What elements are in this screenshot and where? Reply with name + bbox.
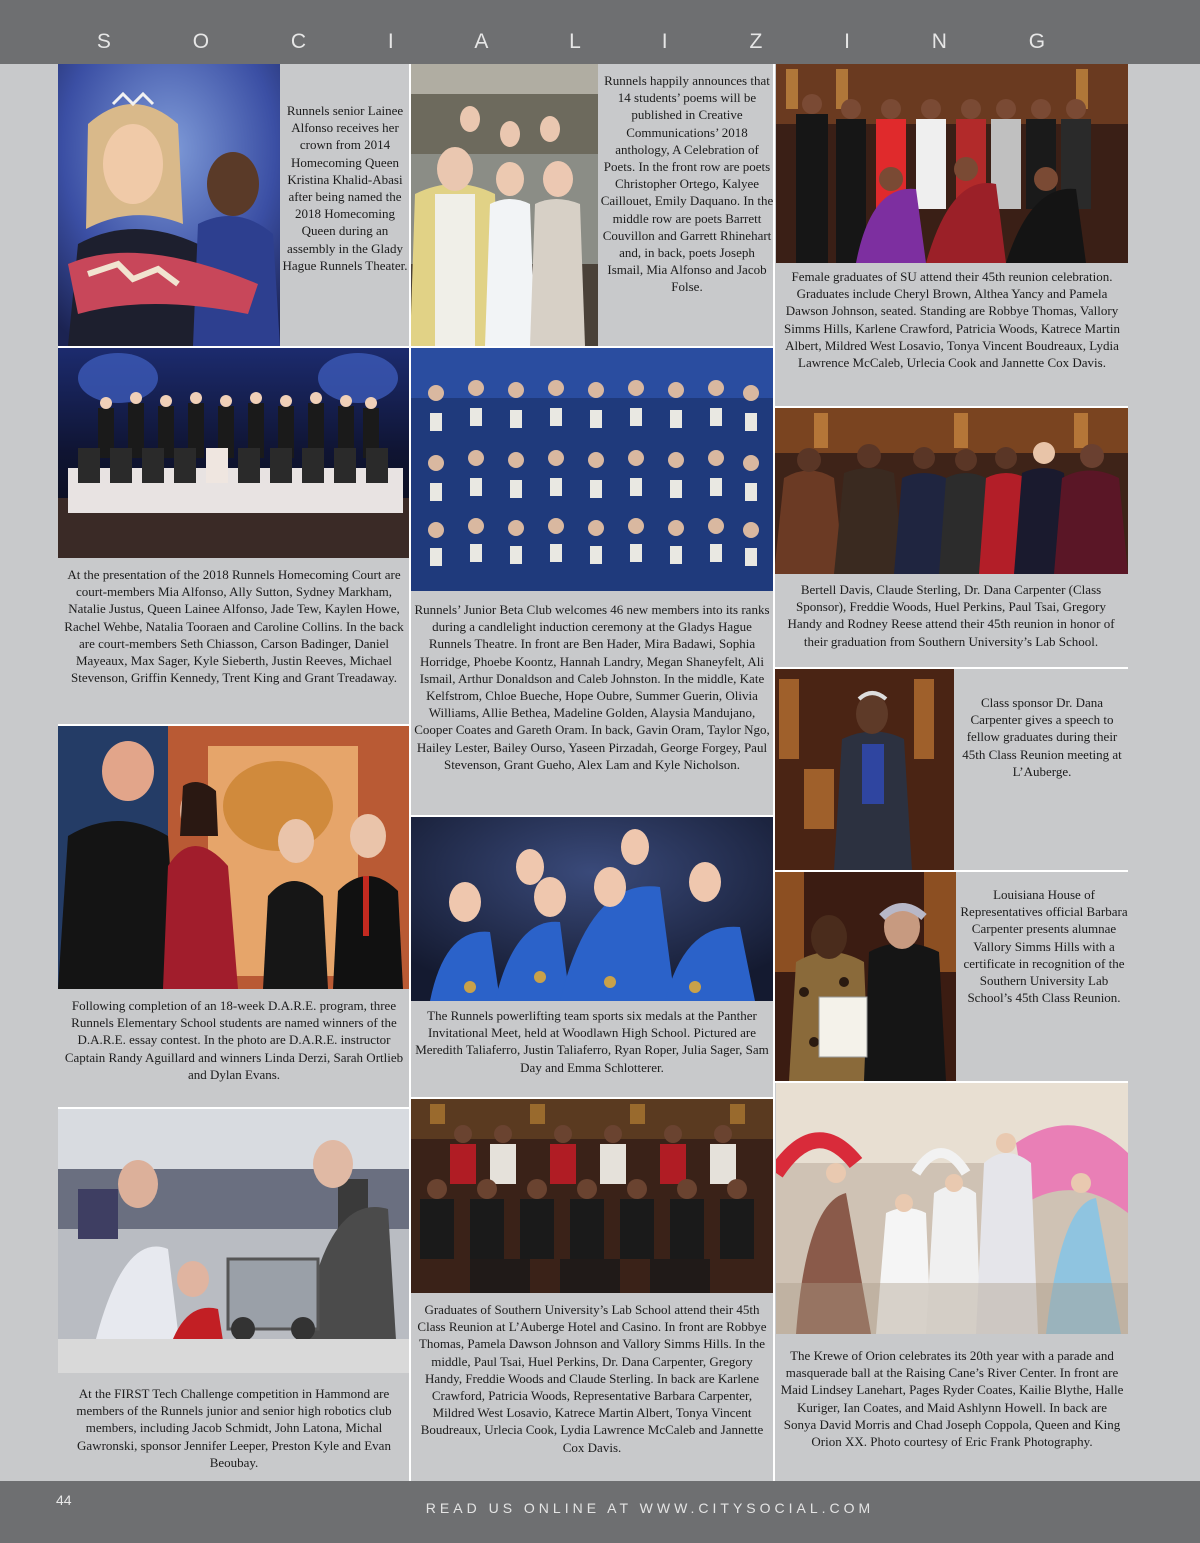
homecoming-court-caption: At the presentation of the 2018 Runnels Homecoming Court are court-members Mia Alfonso, Ally Sutton, Sydney Markham, Natalie Justus, Queen Lainee Alfonso, Jade Tew, Kaylen Howe, Rachel Wehbe, Natalia Tooraen and Caroline Collins. In the back are court-members Seth Chiasson, Carson Badinger, Daniel Mayeaux, Max Sager, Kyle Sieberth, Justin Reeves, Michael Stevenson, Griffin Kennedy, Trent King and Grant Treadaway. xyxy=(64,567,404,686)
page-number: 44 xyxy=(56,1492,72,1508)
homecoming-court-photo xyxy=(58,348,410,558)
certificate-photo xyxy=(774,872,956,1081)
beta-club-photo xyxy=(410,348,774,591)
class-sponsor-photo xyxy=(774,669,954,870)
beta-club-caption: Runnels’ Junior Beta Club welcomes 46 new members into its ranks during a candlelight induction ceremony at the Gladys Hague Runnels Theatre. In front are Ben Hader, Mira Badawi, Sophia Horridge, Phoebe Koontz, Hannah Landry, Megan Shaneyfelt, Ali Ismail, Arthur Donaldson and Caleb Johnston. In the middle, Kate Kelfstrom, Chloe Bueche, Hope Oubre, Summer Guerin, Olivia Williams, Allie Bethea, Madeline Golden, Alaysia Mandujano, Cooper Coates and Gareth Oram. In back, Gavin Oram, Taylor Ngo, Hailey Lester, Bailey Ourso, Yaseen Pirzadah, George Forgey, Paul Stevenson, Grant Gueho, Alex Lam and Kyle Nicholson. xyxy=(414,602,770,772)
robotics-photo xyxy=(58,1109,410,1373)
poets-caption: Runnels happily announces that 14 students’ poems will be published in Creative Communications’ 2018 anthology, A Celebration of Poets. In the front row are poets Christopher Ortego, Kalyee Caillouet, Emily Daquano. In the middle row are poets Barrett Couvillon and Garrett Rhinehart and, in back, poets Joseph Ismail, Mia Alfonso and Jacob Folse. xyxy=(600,73,774,295)
su-female-reunion-caption: Female graduates of SU attend their 45th reunion celebration. Graduates include Cheryl Brown, Althea Yancy and Pamela Dawson Johnson, seated. Standing are Robbye Thomas, Vallory Simms Hills, Karlene Crawford, Patricia Woods, Katrece Martin Albert, Mildred West Losavio, Tonya Vincent Boudreaux, Lydia Lawrence McCaleb, Urlecia Cook and Jannette Cox Davis. xyxy=(784,269,1120,371)
dare-caption: Following completion of an 18-week D.A.R.E. program, three Runnels Elementary School students are named winners of the D.A.R.E. essay contest. In the photo are D.A.R.E. instructor Captain Randy Aguillard and winners Linda Derzi, Sarah Ortlieb and Dylan Evans. xyxy=(64,998,404,1082)
dare-photo xyxy=(58,726,410,989)
column-divider xyxy=(409,64,411,1481)
krewe-of-orion-caption: The Krewe of Orion celebrates its 20th year with a parade and masquerade ball at the Raising Cane’s River Center. In front are Maid Lindsey Lanehart, Pages Ryder Coates, Kailie Blythe, Halle Kuriger, Ian Coates, and Maid Ashlynn Howell. In back are Sonya David Morris and Chad Joseph Coppola, Queen and King Orion XX. Photo courtesy of Eric Frank Photography. xyxy=(780,1348,1124,1450)
column-divider xyxy=(773,64,775,1481)
robotics-caption: At the FIRST Tech Challenge competition in Hammond are members of the Runnels junior and senior high robotics club members, including Jacob Schmidt, John Latona, Michal Gawronski, sponsor Jennifer Leeper, Preston Kyle and Evan Beoubay. xyxy=(76,1386,392,1470)
lab-school-group-photo xyxy=(410,1099,774,1293)
powerlifting-photo xyxy=(410,817,774,1001)
su-female-reunion-photo xyxy=(776,64,1128,263)
lab-school-men-photo xyxy=(774,408,1128,574)
lab-school-group-caption: Graduates of Southern University’s Lab School attend their 45th Class Reunion at L’Auberge Hotel and Casino. In front are Robbye Thomas, Pamela Dawson Johnson and Vallory Simms Hills. In the middle, Paul Tsai, Huel Perkins, Dr. Dana Carpenter, Gregory Handy, Freddie Woods and Claude Sterling. In back are Karlene Crawford, Patricia Woods, Representative Barbara Carpenter, Mildred West Losavio, Katrece Martin Albert, Tonya Vincent Boudreaux, Urlecia Cook, Lydia Lawrence McCaleb and Jannette Cox Davis. xyxy=(417,1302,767,1455)
class-sponsor-caption: Class sponsor Dr. Dana Carpenter gives a speech to fellow graduates during their 45th Class Reunion meeting at L’Auberge. xyxy=(962,695,1122,779)
homecoming-crown-photo xyxy=(58,64,280,346)
section-title: S O C I A L I Z I N G xyxy=(96,30,1084,53)
footer-tagline[interactable]: READ US ONLINE AT WWW.CITYSOCIAL.COM xyxy=(425,1500,875,1516)
poets-photo xyxy=(410,64,598,346)
certificate-caption: Louisiana House of Representatives official Barbara Carpenter presents alumnae Vallory Simms Hills with a certificate in recognition of the Southern University Lab School’s 45th Class Reunion. xyxy=(960,887,1128,1006)
lab-school-men-caption: Bertell Davis, Claude Sterling, Dr. Dana Carpenter (Class Sponsor), Freddie Woods, Huel Perkins, Paul Tsai, Gregory Handy and Rodney Reese attend their 45th reunion in honor of their graduation from Southern University’s Lab School. xyxy=(787,582,1115,649)
homecoming-crown-caption: Runnels senior Lainee Alfonso receives her crown from 2014 Homecoming Queen Kristina Khalid-Abasi after being named the 2018 Homecoming Queen during an assembly in the Glady Hague Runnels Theater. xyxy=(282,103,408,273)
krewe-of-orion-photo xyxy=(776,1083,1128,1334)
powerlifting-caption: The Runnels powerlifting team sports six medals at the Panther Invitational Meet, held at Woodlawn High School. Pictured are Meredith Taliaferro, Justin Taliaferro, Ryan Roper, Julia Sager, Sam Day and Emma Schlotterer. xyxy=(415,1008,769,1075)
